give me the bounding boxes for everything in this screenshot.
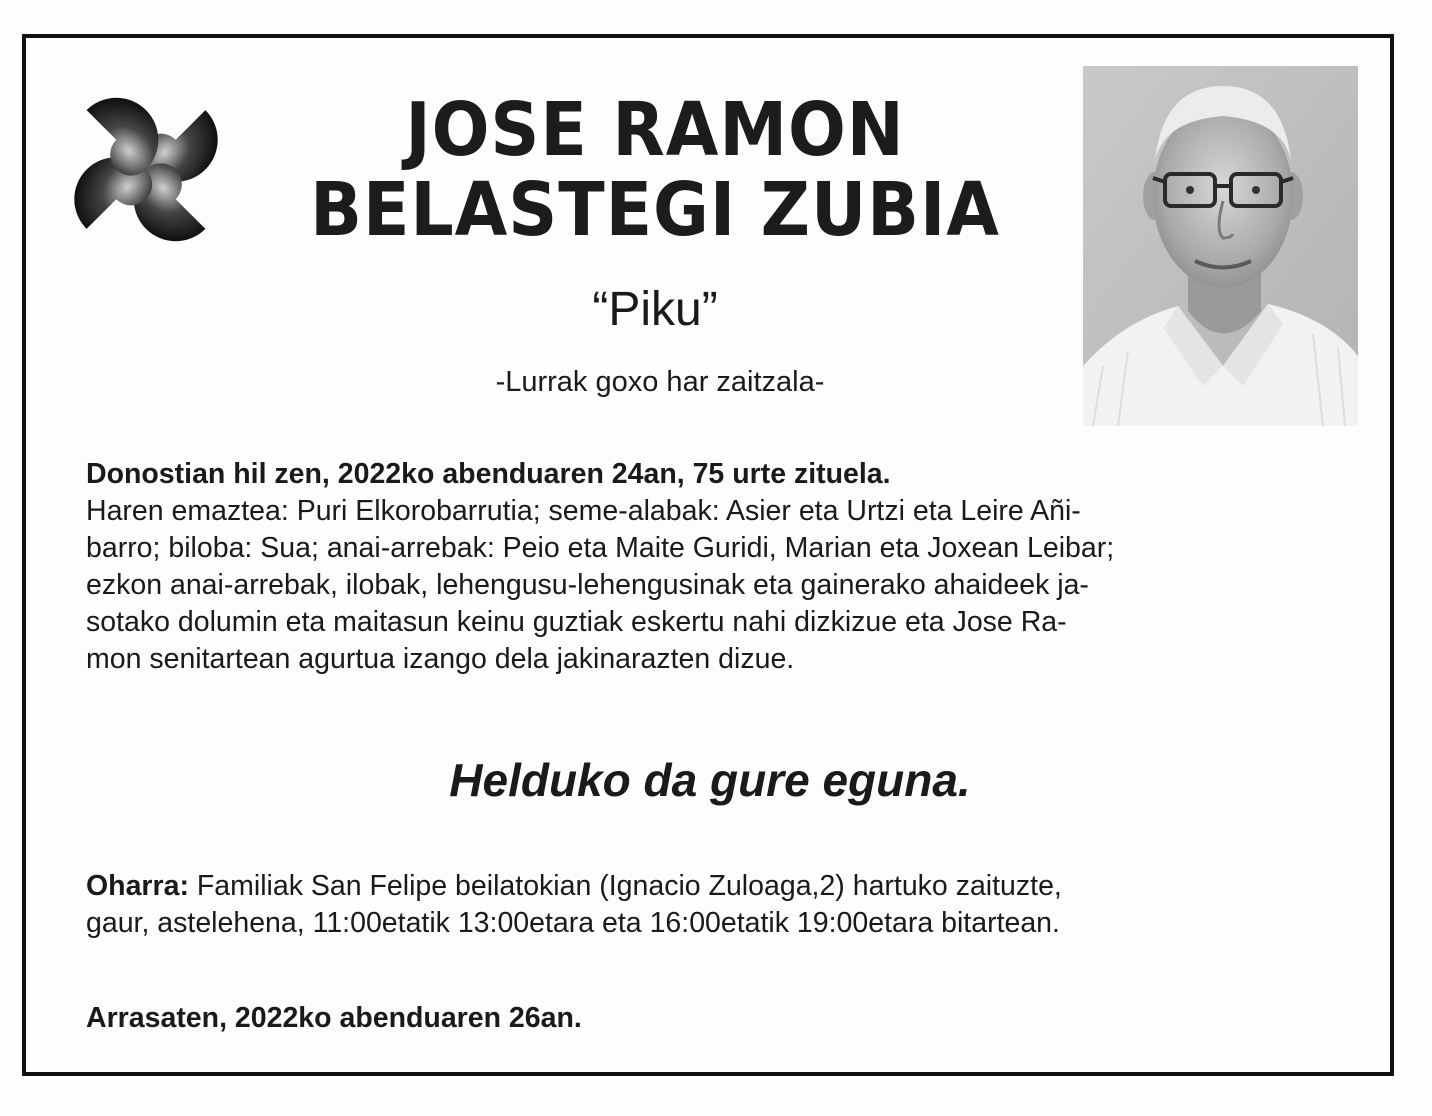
announcement-body bbox=[86, 456, 1326, 678]
portrait-photo bbox=[1083, 66, 1358, 426]
lauburu-icon bbox=[56, 82, 236, 257]
note-label: Oharra: bbox=[86, 870, 189, 902]
name-line-2: BELASTEGI ZUBIA bbox=[310, 167, 1000, 253]
memorial-quote: Helduko da gure eguna. bbox=[449, 754, 971, 806]
body-line: sotako dolumin eta maitasun keinu guztiak eskertu nahi dizkizue eta Jose Ra- bbox=[86, 606, 1067, 638]
name-line-1: JOSE RAMON bbox=[405, 87, 905, 173]
body-line: ezkon anai-arrebak, ilobak, lehengusu-lehengusinak eta gainerako ahaideek ja- bbox=[86, 569, 1089, 601]
death-statement: Donostian hil zen, 2022ko abenduaren 24an, 75 urte zituela. bbox=[86, 458, 891, 490]
note-section bbox=[86, 868, 1336, 942]
body-line: Haren emaztea: Puri Elkorobarrutia; seme-alabak: Asier eta Urtzi eta Leire Añi- bbox=[86, 495, 1081, 527]
motto: -Lurrak goxo har zaitzala- bbox=[495, 366, 825, 398]
nickname: “Piku” bbox=[592, 283, 718, 336]
body-line: barro; biloba: Sua; anai-arrebak: Peio eta Maite Guridi, Marian eta Joxean Leibar; bbox=[86, 532, 1115, 564]
closing-place-date: Arrasaten, 2022ko abenduaren 26an. bbox=[86, 1002, 582, 1034]
note-line-2: gaur, astelehena, 11:00etatik 13:00etara eta 16:00etatik 19:00etara bitartean. bbox=[86, 907, 1060, 939]
deceased-name bbox=[282, 87, 1027, 253]
body-line: mon senitartean agurtua izango dela jakinarazten dizue. bbox=[86, 643, 795, 675]
note-line-1: Familiak San Felipe beilatokian (Ignacio Zuloaga,2) hartuko zaituzte, bbox=[188, 870, 1062, 902]
